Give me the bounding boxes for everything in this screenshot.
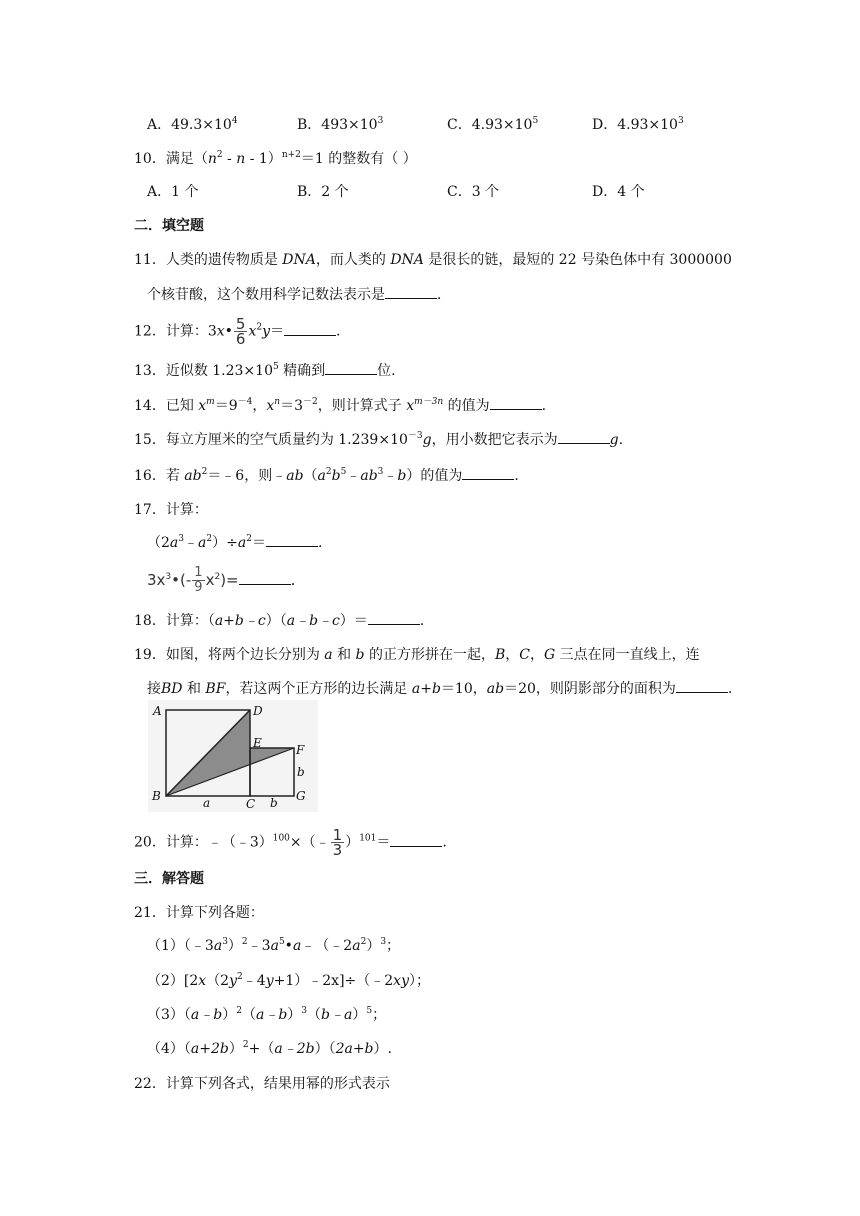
q21-p4-e3x: 2a+b <box>335 1041 374 1057</box>
q16-paren: （ <box>303 468 318 484</box>
q20-answer-blank[interactable] <box>390 834 442 847</box>
q9-option-c <box>447 114 538 134</box>
q9-option-c-text: C．4.93×10 <box>447 117 533 133</box>
q16-answer-blank[interactable] <box>462 467 514 480</box>
q19-text-d: 接 <box>147 681 161 697</box>
section2-title: 二．填空题 <box>134 218 204 234</box>
q9-option-c-exp: 5 <box>532 116 539 126</box>
q9-option-b-text: B．493×10 <box>297 117 378 133</box>
q12-fraction <box>234 317 248 346</box>
q21-title: 21．计算下列各题： <box>134 905 264 921</box>
q16-eq: ＝﹣6，则﹣ <box>207 468 287 484</box>
q15-g: g <box>422 432 432 448</box>
q11-end: . <box>437 287 442 303</box>
q20-numerator: 1 <box>332 826 343 844</box>
section3-title: 三．解答题 <box>134 871 204 887</box>
q10-n2: n <box>236 151 246 167</box>
q21-p1-c1: ） <box>227 938 242 954</box>
q17-l2-e2: 2 <box>214 572 221 582</box>
q19-apb: a+b <box>411 681 441 697</box>
q16-ab2: ab <box>286 468 304 484</box>
q17-line2 <box>147 566 295 595</box>
q21-p1-e5: 3 <box>380 937 387 947</box>
q17-eq: ＝ <box>251 535 266 551</box>
label-F: F <box>296 743 305 757</box>
q17-e3: 2 <box>246 534 252 544</box>
q19-a: a <box>324 647 333 663</box>
q19-eq20: ＝20，则阴影部分的面积为 <box>504 681 676 697</box>
q17-denominator: 9 <box>194 580 203 595</box>
q9-option-a-text: A．49.3×10 <box>147 117 232 133</box>
q21-p4-c1: ） <box>228 1041 243 1057</box>
q17-e1: 3 <box>178 534 185 544</box>
q12-eq: ＝ <box>270 323 285 340</box>
q19-text-f: ，若这两个正方形的边长满足 <box>225 681 412 697</box>
q12-x: x <box>216 323 225 340</box>
q21-p1-a: a <box>213 938 223 954</box>
q21-p4-plus: +（ <box>248 1041 275 1057</box>
label-a: a <box>203 796 211 810</box>
q11-text-a: 11．人类的遗传物质是 <box>134 252 283 268</box>
q19-text-b: 的正方形拼在一起， <box>364 647 495 663</box>
q17-l2-dot: •(- <box>171 571 192 589</box>
q14-post: 的值为 <box>443 398 490 414</box>
q21-p3-c3: ） <box>352 1007 367 1023</box>
q11-text-c: 是很长的链，最短的 22 号染色体中有 3000000 <box>423 252 732 268</box>
q16-minus2: ﹣ <box>383 468 398 484</box>
q21-p3-e3: 5 <box>366 1006 373 1016</box>
q21-part2 <box>147 970 430 990</box>
q21-p2-y2: y <box>265 973 274 989</box>
q14-sep: ， <box>252 398 267 414</box>
q12-end: . <box>336 323 341 340</box>
q12-y: y <box>262 323 271 340</box>
q21-part4 <box>147 1038 392 1058</box>
q21-p3-e2x: a﹣b <box>255 1007 288 1023</box>
q17-end: . <box>317 535 323 551</box>
q14-n: n <box>274 397 281 407</box>
q21-p1-a3: a <box>292 938 302 954</box>
q17-l2-e1: 3 <box>165 572 172 582</box>
label-C: C <box>246 797 256 811</box>
q21-p4-e1: 2 <box>242 1040 249 1050</box>
q19-figure <box>148 700 318 812</box>
q10-option-c: C．3 个 <box>447 184 500 200</box>
q14 <box>134 395 546 415</box>
q16-end: . <box>514 468 519 484</box>
q21-p1-e1: 3 <box>222 937 228 947</box>
q19-BF: BF <box>205 681 226 697</box>
q11-line2 <box>147 284 441 304</box>
q19-and: 和 <box>332 647 356 663</box>
q15-answer-blank[interactable] <box>558 431 610 444</box>
q21-p2-y: y <box>229 973 238 989</box>
q17-fraction <box>192 566 204 595</box>
q14-x: x <box>198 398 207 414</box>
q18-answer-blank[interactable] <box>368 612 420 625</box>
q21-p1-e4: 2 <box>360 937 367 947</box>
q20-pre: 20．计算：﹣（﹣3） <box>134 834 273 851</box>
q12-numerator: 5 <box>235 315 246 333</box>
q20-fraction <box>331 828 345 857</box>
q19-eq10: ＝10， <box>440 681 487 697</box>
q17-answer-blank-2[interactable] <box>239 572 291 585</box>
q14-eq2: ＝3 <box>280 398 303 414</box>
q10-n: n <box>207 151 217 167</box>
q21-p2-p: +1）﹣2 <box>273 973 332 989</box>
q14-eq1: ＝9 <box>214 398 238 414</box>
q20-denominator: 3 <box>332 841 343 859</box>
q21-p3-c2: ） <box>287 1007 302 1023</box>
q12-exp: 2 <box>256 322 263 333</box>
label-b-side: b <box>297 765 305 779</box>
q21-p3-o3: （ <box>307 1007 322 1023</box>
q13 <box>134 360 396 380</box>
q11-text-line2: 个核苷酸，这个数用科学记数法表示是 <box>147 287 385 303</box>
q21-p4-e2x: a﹣2b <box>274 1041 315 1057</box>
q17-a2: a <box>198 535 207 551</box>
q21-p4-c2: ）（ <box>314 1041 336 1057</box>
q9-option-d <box>592 114 684 134</box>
q21-p1-e3: 5 <box>278 937 285 947</box>
q21-p3-pre: （3）（ <box>147 1007 191 1023</box>
q21-p1-m2: ﹣（﹣2 <box>301 938 353 954</box>
q19-text-c: 三点在同一直线上，连 <box>555 647 700 663</box>
q16 <box>134 465 519 485</box>
q19-B: B <box>494 647 506 663</box>
q19-c2: ， <box>529 647 544 663</box>
q19-text-e: 和 <box>182 681 206 697</box>
q21-part1 <box>147 935 400 955</box>
label-E: E <box>253 736 262 750</box>
q10-option-d: D．4 个 <box>592 184 645 200</box>
label-b-bottom: b <box>270 796 278 810</box>
q22-title: 22．计算下列各式，结果用幂的形式表示 <box>134 1076 390 1092</box>
q16-e1: 2 <box>325 467 332 477</box>
q17-mid: ﹣ <box>184 535 199 551</box>
q9-option-d-exp: 3 <box>677 116 684 126</box>
q21-p2-xy: xy <box>393 973 409 989</box>
q15-mid: ，用小数把它表示为 <box>431 432 558 448</box>
q21-p3-e3x: b﹣a <box>321 1007 353 1023</box>
q21-p3-e1x: a﹣b <box>190 1007 223 1023</box>
q18-end: . <box>419 613 425 629</box>
q18-mid: ）（ <box>265 613 287 629</box>
q19-BD: BD <box>161 681 183 697</box>
q21-p3-c1: ） <box>222 1007 237 1023</box>
q19-end: . <box>727 681 733 697</box>
q12-answer-blank[interactable] <box>284 323 336 336</box>
q16-close: ）的值为 <box>406 468 463 484</box>
q14-mid: ，则计算式子 <box>317 398 407 414</box>
q14-x3: x <box>406 398 415 414</box>
q9-option-a <box>147 114 238 134</box>
q16-pre: 16．若 <box>134 468 185 484</box>
q17-answer-blank-1[interactable] <box>266 534 318 547</box>
q10-option-b: B．2 个 <box>297 184 349 200</box>
q17-a: a <box>169 535 179 551</box>
q12-denominator: 6 <box>235 330 246 348</box>
label-A: A <box>153 704 162 718</box>
q21-p2-o: （2 <box>206 973 230 989</box>
q10-stem <box>134 148 417 168</box>
label-D: D <box>253 704 263 718</box>
q21-p3-o2: （ <box>241 1007 256 1023</box>
q21-p1-c2: ） <box>366 938 381 954</box>
q10-option-a: A．1 个 <box>147 184 199 200</box>
q18-expr1: a+b﹣c <box>214 613 266 629</box>
q21-p2-x: x <box>198 973 207 989</box>
label-B: B <box>152 789 161 803</box>
q16-b2: b <box>397 468 407 484</box>
q21-p4-end: ）. <box>373 1041 392 1057</box>
q21-p2-c: ]÷（﹣2 <box>339 973 394 989</box>
q21-p1-a2: a <box>270 938 279 954</box>
q19-answer-blank[interactable] <box>676 680 728 693</box>
q12-dot: • <box>224 323 233 340</box>
q20-close: ） <box>345 834 360 851</box>
q21-p2-m: ﹣4 <box>242 973 266 989</box>
q16-e2: 5 <box>340 467 347 477</box>
q15-exp: －3 <box>407 431 423 441</box>
q11-dna2: DNA <box>390 252 424 268</box>
q19-C: C <box>519 647 530 663</box>
q21-p3-end: ； <box>372 1007 387 1023</box>
q13-exp: 5 <box>272 362 279 372</box>
label-G: G <box>296 789 306 803</box>
q15 <box>134 429 623 449</box>
q19-line2 <box>147 678 732 698</box>
q21-p3-e1: 2 <box>236 1006 242 1016</box>
q10-mid: - <box>222 151 237 167</box>
q21-p1-dot: • <box>284 938 293 954</box>
q18-pre: 18．计算：（ <box>134 613 215 629</box>
q19-b: b <box>355 647 365 663</box>
q17-title: 17．计算： <box>134 502 208 518</box>
q21-p1-a4: a <box>352 938 361 954</box>
q19-c1: ， <box>505 647 520 663</box>
q16-b: b <box>331 468 341 484</box>
q9-option-d-text: D．4.93×10 <box>592 117 678 133</box>
q21-part3 <box>147 1004 386 1024</box>
q17-l2-pre: 3x <box>147 571 166 589</box>
q13-mid: 精确到 <box>278 363 326 379</box>
q21-p1-pre: （1）（﹣3 <box>147 938 214 954</box>
q12-pre: 12．计算：3 <box>134 323 217 340</box>
q10-sup: n+2 <box>281 150 301 160</box>
q21-p1-e2: 2 <box>241 937 248 947</box>
q21-p2-x2: x <box>331 973 340 989</box>
q21-p3-e2: 3 <box>301 1006 308 1016</box>
q19-text-a: 19．如图，将两个边长分别为 <box>134 647 325 663</box>
q12-x2: x <box>248 323 257 340</box>
q14-answer-blank[interactable] <box>490 397 542 410</box>
q21-p1-end: ； <box>386 938 401 954</box>
q21-p2-e1: 2 <box>237 972 243 982</box>
q10-number: 10． <box>134 151 166 167</box>
q13-end: 位. <box>377 363 396 379</box>
q10-tail: - 1） <box>245 151 282 167</box>
q14-end: . <box>541 398 547 414</box>
q13-answer-blank[interactable] <box>325 362 377 375</box>
q19-line1 <box>134 644 700 664</box>
q15-pre: 15．每立方厘米的空气质量约为 1.239×10 <box>134 432 408 448</box>
q13-pre: 13．近似数 1.23×10 <box>134 363 273 379</box>
q9-option-a-exp: 4 <box>231 116 238 126</box>
q12 <box>134 317 340 346</box>
q10-post: ＝1 的整数有（ ） <box>300 151 417 167</box>
q18 <box>134 610 424 630</box>
q11-line1 <box>134 249 732 269</box>
q10-pre: 满足（ <box>165 151 208 167</box>
q21-p2-pre: （2）[2 <box>147 973 199 989</box>
q11-text-b: ，而人类的 <box>315 252 391 268</box>
q14-e3: m－3n <box>414 397 444 407</box>
q17-l2-end: . <box>290 571 296 589</box>
q9-option-b-exp: 3 <box>377 116 384 126</box>
q18-close: ）＝ <box>339 613 368 629</box>
q20-e2: 101 <box>359 833 377 844</box>
q16-e3: 3 <box>377 467 384 477</box>
q21-p1-m1: ﹣3 <box>247 938 271 954</box>
q14-e1: －4 <box>237 397 253 407</box>
q16-minus: ﹣ <box>346 468 361 484</box>
q10-exp: 2 <box>216 150 223 160</box>
q20-eq: ＝ <box>376 834 391 851</box>
q20 <box>134 828 447 857</box>
q11-dna1: DNA <box>282 252 316 268</box>
q14-e2: －2 <box>303 397 318 407</box>
q18-expr2: a﹣b﹣c <box>286 613 340 629</box>
q16-a: a <box>317 468 326 484</box>
q17-l2-x: x <box>205 571 215 589</box>
q21-p2-end: ）； <box>408 973 430 989</box>
q17-e2: 2 <box>206 534 213 544</box>
q20-e1: 100 <box>272 833 290 844</box>
q14-x2: x <box>266 398 275 414</box>
q15-end: . <box>618 432 624 448</box>
q17-l1-pre: （2 <box>147 535 170 551</box>
q16-ab: ab <box>184 468 202 484</box>
q11-answer-blank[interactable] <box>385 286 437 299</box>
q17-line1 <box>147 532 322 552</box>
q19-G: G <box>543 647 556 663</box>
q16-e: 2 <box>201 467 208 477</box>
q16-ab3: ab <box>360 468 378 484</box>
q15-g2: g <box>609 432 619 448</box>
q20-end: . <box>442 834 447 851</box>
q9-option-b <box>297 114 383 134</box>
q17-a3: a <box>237 535 247 551</box>
q20-times: ×（﹣ <box>289 834 330 851</box>
q17-numerator: 1 <box>194 565 203 580</box>
q17-close: ）÷ <box>212 535 238 551</box>
q21-p4-e1x: a+2b <box>190 1041 229 1057</box>
q14-pre: 14．已知 <box>134 398 199 414</box>
q19-ab: ab <box>486 681 505 697</box>
q14-m: m <box>206 397 215 407</box>
q21-p4-pre: （4）（ <box>147 1041 191 1057</box>
q17-l2-close: )= <box>220 571 239 589</box>
